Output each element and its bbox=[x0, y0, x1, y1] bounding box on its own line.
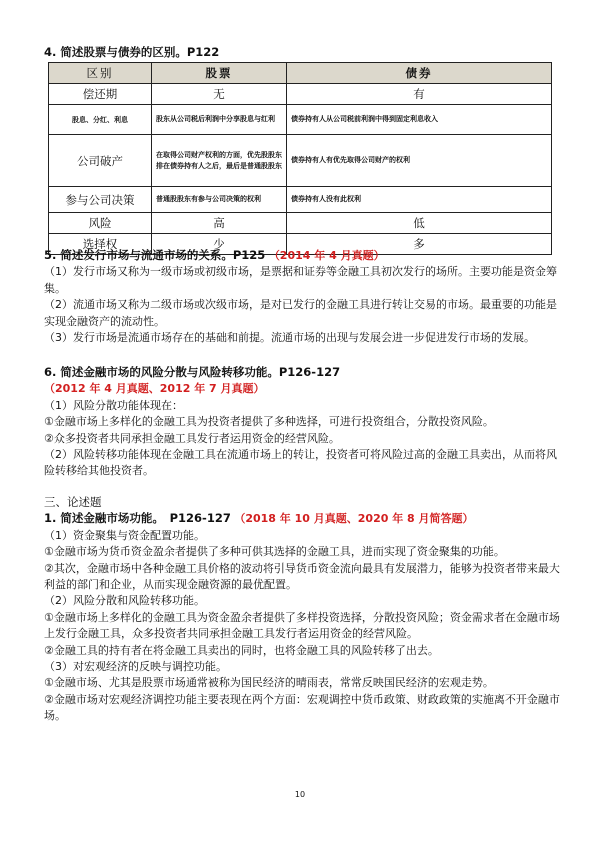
table-row bbox=[49, 84, 552, 105]
row-label: 偿还期 bbox=[49, 84, 152, 105]
question-6-heading bbox=[44, 364, 564, 398]
exam-tag: （2018 年 10 月真题、2020 年 8 月简答题） bbox=[234, 512, 474, 526]
header-cell: 债券 bbox=[287, 63, 552, 84]
row-label: 公司破产 bbox=[49, 135, 152, 187]
paragraph: （1）资金聚集与资金配置功能。 bbox=[44, 528, 205, 542]
essay-question-1-heading bbox=[44, 510, 564, 527]
paragraph: （1）风险分散功能体现在： bbox=[44, 398, 183, 412]
exam-tag: （2012 年 4 月真题、2012 年 7 月真题） bbox=[44, 382, 265, 396]
stock-bond-comparison-table bbox=[48, 62, 552, 255]
paragraph: ②金融工具的持有者在将金融工具卖出的同时，也将金融工具的风险转移了出去。 bbox=[44, 643, 439, 657]
row-label: 参与公司决策 bbox=[49, 187, 152, 213]
bond-cell: 有 bbox=[287, 84, 552, 105]
paragraph: （2）风险转移功能体现在金融工具在流通市场上的转让，投资者可将风险过高的金融工具卖出，从而将风险转移给其他投资者。 bbox=[44, 448, 557, 478]
paragraph: ①金融市场上多样化的金融工具为资金盈余者提供了多样投资选择，分散投资风险；资金需求者在金融市场上发行金融工具，众多投资者共同承担金融工具发行者运用资金的经营风险。 bbox=[44, 610, 560, 641]
paragraph: （3）对宏观经济的反映与调控功能。 bbox=[44, 660, 227, 674]
question-5-block bbox=[44, 247, 564, 346]
paragraph: （2）风险分散和风险转移功能。 bbox=[44, 594, 205, 608]
question-5-title: 5. 简述发行市场与流通市场的关系。P125 bbox=[44, 248, 266, 262]
table-row bbox=[49, 135, 552, 187]
paragraph: ①金融市场为货币资金盈余者提供了多种可供其选择的金融工具，进而实现了资金聚集的功能。 bbox=[44, 545, 505, 559]
table-header-row bbox=[49, 63, 552, 84]
paragraph: （2）流通市场又称为二级市场或次级市场，是对已发行的金融工具进行转让交易的市场。最重要的功能是实现金融资产的流动性。 bbox=[44, 298, 557, 328]
paragraph: ②金融市场对宏观经济调控功能主要表现在两个方面：宏观调控中货币政策、财政政策的实施离不开金融市场。 bbox=[44, 692, 560, 723]
stock-cell: 普通股股东有参与公司决策的权利 bbox=[152, 187, 287, 213]
stock-cell: 少 bbox=[152, 234, 287, 255]
stock-cell: 在取得公司财产权利的方面，优先股股东排在债券持有人之后，最后是普通股股东 bbox=[152, 135, 287, 187]
exam-tag: （2014 年 4 月真题） bbox=[268, 249, 385, 262]
stock-cell: 无 bbox=[152, 84, 287, 105]
question-4-title: 4. 简述股票与债券的区别。P122 bbox=[44, 45, 220, 59]
bond-cell: 债券持有人没有此权利 bbox=[287, 187, 552, 213]
stock-cell: 高 bbox=[152, 213, 287, 234]
paragraph: ②其次，金融市场中各种金融工具价格的波动将引导货币资金流向最具有发展潜力，能够为投资者带来最大利益的部门和企业，从而实现金融资源的最优配置。 bbox=[44, 561, 560, 592]
header-cell: 股票 bbox=[152, 63, 287, 84]
bond-cell: 债券持有人从公司税前利润中得到固定利息收入 bbox=[287, 105, 552, 135]
essay-question-1-title: 1. 简述金融市场功能。 P126-127 bbox=[44, 511, 231, 526]
question-6-block bbox=[44, 364, 564, 480]
table-row bbox=[49, 187, 552, 213]
header-cell: 区别 bbox=[49, 63, 152, 84]
paragraph: （1）发行市场又称为一级市场或初级市场，是票据和证券等金融工具初次发行的场所。主要功能是资金筹集。 bbox=[44, 265, 557, 295]
paragraph: ①金融市场上多样化的金融工具为投资者提供了多种选择，可进行投资组合，分散投资风险。 bbox=[44, 415, 494, 429]
row-label: 风险 bbox=[49, 213, 152, 234]
question-6-title: 6. 简述金融市场的风险分散与风险转移功能。P126-127 bbox=[44, 365, 341, 379]
stock-cell: 股东从公司税后利润中分享股息与红利 bbox=[152, 105, 287, 135]
bond-cell: 多 bbox=[287, 234, 552, 255]
section-3-block bbox=[44, 494, 564, 725]
bond-cell: 债券持有人有优先取得公司财产的权利 bbox=[287, 135, 552, 187]
table-row bbox=[49, 105, 552, 135]
row-label: 股息、分红、利息 bbox=[49, 105, 152, 135]
bond-cell: 低 bbox=[287, 213, 552, 234]
question-5-heading bbox=[44, 247, 564, 264]
row-label: 选择权 bbox=[49, 234, 152, 255]
paragraph: ①金融市场、尤其是股票市场通常被称为国民经济的晴雨表，常常反映国民经济的宏观走势。 bbox=[44, 676, 494, 690]
paragraph: （3）发行市场是流通市场存在的基础和前提。流通市场的出现与发展会进一步促进发行市场的发展。 bbox=[44, 331, 535, 345]
paragraph: ②众多投资者共同承担金融工具发行者运用资金的经营风险。 bbox=[44, 431, 340, 445]
section-3-title: 三、论述题 bbox=[44, 495, 102, 509]
page-number: 10 bbox=[294, 790, 306, 799]
table-row bbox=[49, 213, 552, 234]
